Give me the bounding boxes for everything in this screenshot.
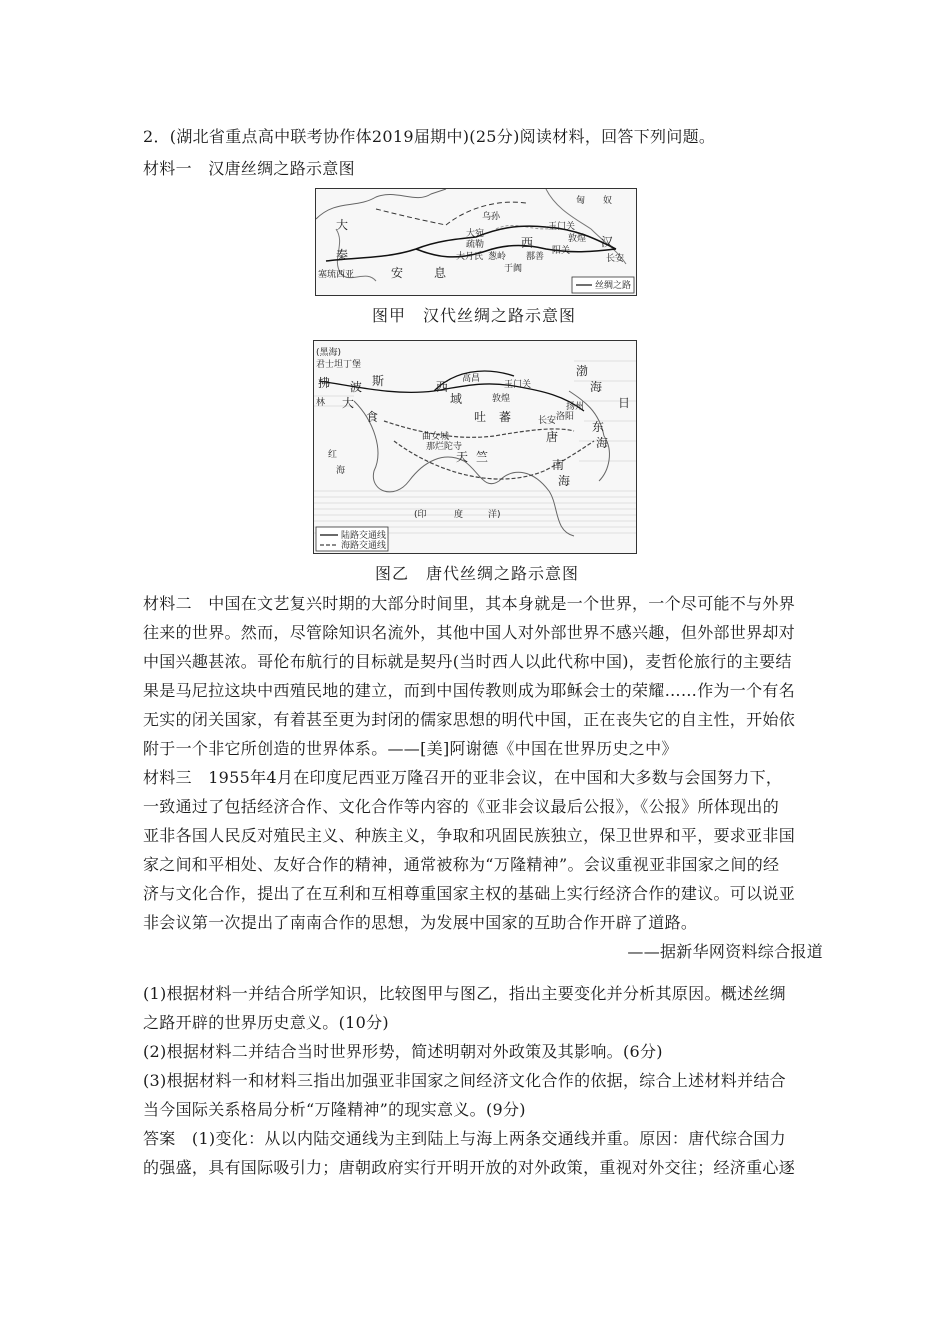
material2-line: 无实的闭关国家，有着甚至更为封闭的儒家思想的明代中国，正在丧失它的自主性，开始依: [143, 710, 796, 729]
material3-line: 济与文化合作，提出了在互利和互相尊重国家主权的基础上实行经济合作的建议。可以说亚: [143, 884, 796, 903]
map-label: 阳关: [552, 246, 571, 256]
map-legend-label: 丝绸之路: [595, 281, 632, 291]
map-label: (印: [414, 510, 427, 520]
map-label: 吐: [474, 410, 487, 424]
material2-line: 往来的世界。然而，尽管除知识名流外，其他中国人对外部世界不感兴趣，但外部世界却对: [143, 623, 796, 642]
map-label: 食: [366, 410, 379, 424]
map-label: 域: [450, 392, 463, 406]
map-label: 天: [456, 450, 469, 464]
map-label: 日: [618, 396, 631, 410]
map-label: 乌孙: [482, 212, 501, 222]
map-label: 斯: [372, 374, 385, 388]
material2-line: 材料二 中国在文艺复兴时期的大部分时间里，其本身就是一个世界，一个尽可能不与外界: [143, 594, 796, 613]
map-label: 波: [350, 380, 363, 394]
question-line: (2)根据材料二并结合当时世界形势，简述明朝对外政策及其影响。(6分): [143, 1042, 663, 1061]
map-label: 大宛: [466, 229, 485, 239]
map-label: 度: [454, 510, 464, 520]
map-label: 玉门关: [548, 222, 576, 232]
map-legend-label: 陆路交通线: [341, 531, 387, 541]
map-label: 唐: [546, 430, 559, 444]
map-label: 匈 奴: [576, 196, 613, 206]
question-line: 之路开辟的世界历史意义。(10分): [143, 1013, 389, 1032]
map-label: 汉: [601, 235, 614, 249]
map-han-caption: 图甲 汉代丝绸之路示意图: [372, 306, 577, 325]
material3-line: 家之间和平相处、友好合作的精神，通常被称为“万隆精神”。会议重视亚非国家之间的经: [143, 855, 780, 874]
tang-silk-road-map: [313, 340, 637, 554]
map-label: 扬州: [566, 402, 585, 412]
map-label: 洋): [488, 510, 501, 520]
map-label: 敦煌: [492, 394, 511, 404]
material3-line: 亚非各国人民反对殖民主义、种族主义，争取和巩固民族独立，保卫世界和平，要求亚非国: [143, 826, 796, 845]
material3-line: 非会议第一次提出了南南合作的思想，为发展中国家的互助合作开辟了道路。: [143, 913, 698, 932]
material2-line: 中国兴趣甚浓。哥伦布航行的目标就是契丹(当时西人以此代称中国)，麦哲伦旅行的主要结: [143, 652, 792, 671]
material2-line: 附于一个非它所创造的世界体系。——[美]阿谢德《中国在世界历史之中》: [143, 739, 678, 758]
map-label: 南: [552, 458, 565, 472]
material3-line: 一致通过了包括经济合作、文化合作等内容的《亚非会议最后公报》，《公报》所体现出的: [143, 797, 780, 816]
map-label: 安: [391, 266, 404, 280]
map-label: 那烂陀寺: [426, 442, 463, 452]
map-label: 大月氏: [456, 252, 484, 262]
map-label: 海: [336, 466, 346, 476]
map-label: 东: [592, 420, 605, 434]
map-label: 君士坦丁堡: [316, 360, 362, 370]
map-label: 疏勒: [466, 240, 485, 250]
map-label: 高昌: [462, 374, 481, 384]
map-label: 海: [590, 380, 603, 394]
map-label: 蕃: [499, 410, 512, 424]
question-line: (3)根据材料一和材料三指出加强亚非国家之间经济文化合作的依据，综合上述材料并结合: [143, 1071, 786, 1090]
map-tang-caption: 图乙 唐代丝绸之路示意图: [375, 564, 580, 583]
material2-line: 果是马尼拉这块中西殖民地的建立，而到中国传教则成为耶稣会士的荣耀……作为一个有名: [143, 681, 796, 700]
map-label: 竺: [476, 450, 489, 464]
map-label: 长安: [538, 416, 557, 426]
answer-line: 答案 (1)变化：从以内陆交通线为主到陆上与海上两条交通线并重。原因：唐代综合国力: [143, 1129, 786, 1148]
map-label: 息: [434, 266, 447, 280]
map-label: 敦煌: [568, 234, 587, 244]
map-label: 西: [436, 380, 449, 394]
map-label: (黑海): [316, 348, 342, 358]
map-label: 红: [328, 450, 338, 460]
material3-line: 材料三 1955年4月在印度尼西亚万隆召开的亚非会议，在中国和大多数与会国努力下，: [143, 768, 783, 787]
question-line: 当今国际关系格局分析“万隆精神”的现实意义。(9分): [143, 1100, 526, 1119]
map-label: 海: [596, 436, 609, 450]
map-label: 于阗: [504, 264, 523, 274]
answer-line: 的强盛，具有国际吸引力；唐朝政府实行开明开放的对外政策，重视对外交往；经济重心逐: [143, 1158, 796, 1177]
map-label: 大: [336, 218, 349, 232]
map-label: 曲女城: [422, 432, 450, 442]
map-label: 渤: [576, 364, 589, 378]
map-legend-label: 海路交通线: [341, 541, 387, 551]
material1-title: 材料一 汉唐丝绸之路示意图: [143, 159, 355, 178]
map-label: 秦: [336, 248, 349, 262]
question-header: 2．(湖北省重点高中联考协作体2019届期中)(25分)阅读材料，回答下列问题。: [143, 127, 716, 146]
map-label: 长安: [606, 254, 625, 264]
material3-source: ——据新华网资料综合报道: [627, 942, 823, 961]
map-label: 拂: [318, 376, 331, 390]
map-label: 塞琉西亚: [318, 270, 355, 280]
map-label: 大: [342, 396, 355, 410]
map-label: 鄯善: [526, 252, 545, 262]
question-line: (1)根据材料一并结合所学知识，比较图甲与图乙，指出主要变化并分析其原因。概述丝绸: [143, 984, 786, 1003]
map-label: 葱岭: [488, 252, 507, 262]
map-label: 洛阳: [556, 412, 575, 422]
map-label: 西: [521, 236, 534, 250]
map-label: 林: [316, 398, 326, 408]
han-silk-road-map: [315, 188, 637, 296]
map-label: 玉门关: [504, 380, 532, 390]
map-label: 海: [558, 474, 571, 488]
